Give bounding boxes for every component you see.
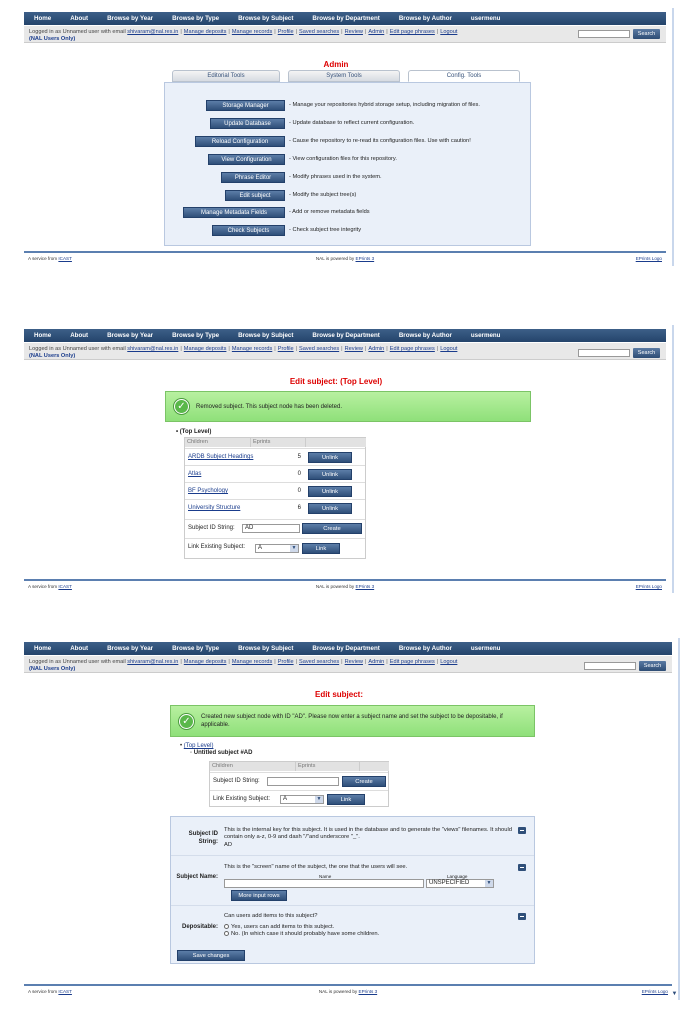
icast-link[interactable]: ICAST xyxy=(58,256,72,261)
edit-top-level-screenshot xyxy=(0,325,674,593)
tool-description: - Cause the repository to re-read its configuration files. Use with caution! xyxy=(289,138,471,144)
tool-row xyxy=(165,154,530,168)
admin-tabs xyxy=(172,70,522,82)
nav-about[interactable]: About xyxy=(70,645,89,652)
main-nav xyxy=(24,12,666,25)
reload-configuration-button[interactable]: Reload Configuration xyxy=(195,136,285,147)
tool-description: - View configuration files for this repository. xyxy=(289,156,397,162)
nav-browse-type[interactable]: Browse by Type xyxy=(172,645,220,652)
storage-manager-button[interactable]: Storage Manager xyxy=(206,100,285,111)
logout-link[interactable]: Logout xyxy=(440,29,458,35)
manage-deposits-link[interactable]: Manage deposits xyxy=(183,29,227,35)
email-link[interactable]: shivaram@nal.res.in xyxy=(127,346,179,352)
link-button[interactable]: Link xyxy=(302,543,340,554)
tool-row xyxy=(165,118,530,132)
nav-browse-year[interactable]: Browse by Year xyxy=(107,645,154,652)
nav-usermenu[interactable]: usermenu xyxy=(470,15,501,22)
manage-metadata-fields-button[interactable]: Manage Metadata Fields xyxy=(183,207,285,218)
children-table xyxy=(209,761,389,807)
nav-browse-subject[interactable]: Browse by Subject xyxy=(238,15,294,22)
tool-description: - Add or remove metadata fields xyxy=(289,209,370,215)
link-existing-row xyxy=(210,790,388,807)
depositable-yes-option[interactable]: Yes, users can add items to this subject. xyxy=(224,924,516,931)
main-nav xyxy=(24,329,666,342)
tool-row xyxy=(165,100,530,114)
link-button[interactable]: Link xyxy=(327,794,365,805)
tool-description: - Manage your repositories hybrid storage setup, including migration of files. xyxy=(289,102,480,108)
edit-phrases-link[interactable]: Edit page phrases xyxy=(389,29,435,35)
subject-edit-form xyxy=(170,816,535,964)
table-row: Atlas 0 Unlink xyxy=(185,465,365,482)
create-button[interactable]: Create xyxy=(342,776,386,787)
subject-id-row xyxy=(185,519,365,538)
save-changes-button[interactable]: Save changes xyxy=(177,950,245,961)
footer: A service from ICAST NAL is powered by EPrints 3 EPrints Logo xyxy=(24,251,666,263)
subject-name-field: Subject Name: This is the "screen" name of the subject, the one that the users will see. Name Language UNSPECIFIED ▼ More input rows xyxy=(171,856,534,906)
eprints-link[interactable]: EPrints 3 xyxy=(358,989,378,994)
profile-link[interactable]: Profile xyxy=(277,659,294,665)
subject-link[interactable]: Atlas xyxy=(188,471,202,477)
login-bar xyxy=(24,26,666,43)
success-message: ✓ Created new subject node with ID "AD". Please now enter a subject name and set the subject to be depositable, if applicable. xyxy=(170,705,535,737)
unlink-button[interactable]: Unlink xyxy=(308,486,352,497)
field-help: This is the internal key for this subject. It is used in the database and to generate the "views" filenames. It should contain only a-z, 0-9 and dash "/"and underscore "_". xyxy=(224,827,512,840)
tool-description: - Check subject tree integrity xyxy=(289,227,362,233)
create-button[interactable]: Create xyxy=(302,523,362,534)
icast-link[interactable]: ICAST xyxy=(58,584,72,589)
link-existing-label: Link Existing Subject: xyxy=(188,544,246,550)
nav-browse-year[interactable]: Browse by Year xyxy=(107,15,154,22)
review-link[interactable]: Review xyxy=(344,659,363,665)
link-existing-label: Link Existing Subject: xyxy=(213,796,271,802)
subject-id-input[interactable] xyxy=(267,777,339,786)
edit-new-subject-screenshot: Home About Browse by Year Browse by Type Browse by Subject Browse by Department Browse by Author usermenu Logged in as Unnamed user with email shivaram@nal.res.in | Manage deposits | Manage records | Profile | Saved searches | Review | Admin | Edit page phrases | Logout (NAL Users Only) Search Edit subject: ✓ Created new subject node with ID "AD". Please now enter a subject name and set the subject to be depositable, if applicable. • (Top Level) ◦ Untitled subject #AD Children Eprints Subject ID String: Create Link Existing Subject: A ▼ Link Subject ID String: This is the internal key for this subject. It is used in the database and to generate the "views" filenames. It should contain only a-z, 0-9 and dash "/"and underscore "_". AD Subject Name: This is the "screen" name of the subject, the one that the users will see. Name Language UNSPECIFIED ▼ More input rows Depositable: Can users add items to this subject? Yes, users can add items to this subject. No. (In which case it should probably have some children. Save changes A service from ICAST NAL is powered by EPrints 3 EPrints Logo ▼ xyxy=(0,638,680,1000)
update-database-button[interactable]: Update Database xyxy=(210,118,285,129)
col-eprints: Eprints xyxy=(296,762,360,771)
collapse-icon[interactable] xyxy=(518,913,526,920)
col-children: Children xyxy=(210,762,296,771)
nav-usermenu[interactable]: usermenu xyxy=(470,332,501,339)
col-eprints: Eprints xyxy=(251,438,306,447)
eprints-link[interactable]: EPrints 3 xyxy=(355,256,375,261)
login-bar xyxy=(24,656,672,673)
chevron-down-icon: ▼ xyxy=(486,880,492,886)
depositable-no-option[interactable]: No. (In which case it should probably have some children. xyxy=(224,931,516,938)
nav-browse-type[interactable]: Browse by Type xyxy=(172,15,220,22)
link-existing-row xyxy=(185,538,365,558)
admin-link[interactable]: Admin xyxy=(368,346,385,352)
admin-link[interactable]: Admin xyxy=(368,659,385,665)
check-subjects-button[interactable]: Check Subjects xyxy=(212,225,285,236)
checkmark-icon: ✓ xyxy=(174,399,189,414)
nav-browse-department[interactable]: Browse by Department xyxy=(312,332,380,339)
subject-link[interactable]: BF Psychology xyxy=(188,488,229,494)
nav-about[interactable]: About xyxy=(70,332,89,339)
field-help: This is the "screen" name of the subject, the one that the users will see. xyxy=(224,864,408,870)
logout-link[interactable]: Logout xyxy=(440,346,458,352)
search-input[interactable] xyxy=(578,349,630,357)
nav-browse-year[interactable]: Browse by Year xyxy=(107,332,154,339)
tool-row xyxy=(165,172,530,186)
nav-browse-subject[interactable]: Browse by Subject xyxy=(238,332,294,339)
name-column-header: Name xyxy=(319,874,332,879)
subject-id-label: Subject ID String: xyxy=(213,778,260,784)
subject-id-input[interactable]: AD xyxy=(242,524,300,533)
phrase-editor-button[interactable]: Phrase Editor xyxy=(221,172,285,183)
field-help: Can users add items to this subject? xyxy=(224,913,318,919)
admin-link[interactable]: Admin xyxy=(368,29,385,35)
collapse-icon[interactable] xyxy=(518,864,526,871)
nav-about[interactable]: About xyxy=(70,15,89,22)
icast-link[interactable]: ICAST xyxy=(58,989,72,994)
page-title: Edit subject: (Top Level) xyxy=(289,377,383,386)
config-tools-panel xyxy=(164,82,531,246)
login-status: Logged in as Unnamed user with email shivaram@nal.res.in | Manage deposits | Manage records | Profile | Saved searches | Review | Admin | Edit page phrases | Logout (NAL Users Only) xyxy=(29,346,458,359)
page-title: Edit subject: xyxy=(314,690,363,699)
nav-home[interactable]: Home xyxy=(34,15,52,22)
tree-root-link[interactable]: (Top Level) xyxy=(183,743,214,749)
collapse-icon[interactable] xyxy=(518,827,526,834)
edit-phrases-link[interactable]: Edit page phrases xyxy=(389,659,435,665)
depositable-field: Depositable: Can users add items to this subject? Yes, users can add items to this subject. No. (In which case it should probably have some children. xyxy=(171,906,534,948)
manage-records-link[interactable]: Manage records xyxy=(231,659,273,665)
unlink-button[interactable]: Unlink xyxy=(308,469,352,480)
children-table xyxy=(184,437,366,559)
tool-row xyxy=(165,225,530,239)
nav-home[interactable]: Home xyxy=(34,645,52,652)
search-button[interactable]: Search xyxy=(633,348,660,358)
email-link[interactable]: shivaram@nal.res.in xyxy=(127,29,179,35)
review-link[interactable]: Review xyxy=(344,346,363,352)
saved-searches-link[interactable]: Saved searches xyxy=(299,29,340,35)
search-input[interactable] xyxy=(584,662,636,670)
success-message: ✓ Removed subject. This subject node has been deleted. xyxy=(165,391,531,422)
eprints-logo-link[interactable]: EPrints Logo xyxy=(635,584,662,589)
nav-browse-author[interactable]: Browse by Author xyxy=(398,15,452,22)
tab-system-tools[interactable]: System Tools xyxy=(288,70,400,82)
manage-records-link[interactable]: Manage records xyxy=(231,29,273,35)
link-existing-select[interactable]: A ▼ xyxy=(280,795,324,804)
unlink-button[interactable]: Unlink xyxy=(308,452,352,463)
tab-editorial-tools[interactable]: Editorial Tools xyxy=(172,70,280,82)
radio-icon[interactable] xyxy=(224,931,229,936)
more-input-rows-button[interactable]: More input rows xyxy=(231,890,287,901)
tool-description: - Update database to reflect current configuration. xyxy=(289,120,415,126)
language-column-header: Language xyxy=(447,874,468,879)
view-configuration-button[interactable]: View Configuration xyxy=(208,154,285,165)
scroll-down-icon[interactable]: ▼ xyxy=(671,991,678,997)
chevron-down-icon: ▼ xyxy=(316,796,322,802)
tree-root: • (Top Level) xyxy=(176,429,212,435)
manage-deposits-link[interactable]: Manage deposits xyxy=(183,659,227,665)
edit-subject-button[interactable]: Edit subject xyxy=(225,190,285,201)
nav-browse-subject[interactable]: Browse by Subject xyxy=(238,645,294,652)
saved-searches-link[interactable]: Saved searches xyxy=(299,659,340,665)
subject-id-value: AD xyxy=(224,842,233,848)
checkmark-icon: ✓ xyxy=(179,714,194,729)
chevron-down-icon: ▼ xyxy=(291,545,297,551)
footer: A service from ICAST NAL is powered by EPrints 3 EPrints Logo xyxy=(24,984,672,996)
logout-link[interactable]: Logout xyxy=(440,659,458,665)
link-existing-select[interactable]: A ▼ xyxy=(255,544,299,553)
col-children: Children xyxy=(185,438,251,447)
nav-home[interactable]: Home xyxy=(34,332,52,339)
language-select[interactable]: UNSPECIFIED ▼ xyxy=(426,879,494,888)
table-row: BF Psychology 0 Unlink xyxy=(185,482,365,499)
profile-link[interactable]: Profile xyxy=(277,29,294,35)
login-bar xyxy=(24,343,666,360)
radio-icon[interactable] xyxy=(224,924,229,929)
table-row: ARDB Subject Headings 5 Unlink xyxy=(185,448,365,465)
edit-phrases-link[interactable]: Edit page phrases xyxy=(389,346,435,352)
subject-link[interactable]: University Structure xyxy=(188,505,241,511)
login-status: Logged in as Unnamed user with email shivaram@nal.res.in | Manage deposits | Manage records | Profile | Saved searches | Review | Admin | Edit page phrases | Logout (NAL Users Only) xyxy=(29,659,458,672)
search-button[interactable]: Search xyxy=(633,29,660,39)
page-title: Admin xyxy=(323,60,349,69)
subject-id-field: Subject ID String: This is the internal key for this subject. It is used in the database and to generate the "views" filenames. It should contain only a-z, 0-9 and dash "/"and underscore "_". AD xyxy=(171,817,534,856)
nav-browse-department[interactable]: Browse by Department xyxy=(312,645,380,652)
nav-usermenu[interactable]: usermenu xyxy=(470,645,501,652)
tool-description: - Modify the subject tree(s) xyxy=(289,192,357,198)
tool-row xyxy=(165,190,530,204)
search-button[interactable]: Search xyxy=(639,661,666,671)
main-nav xyxy=(24,642,672,655)
tool-description: - Modify phrases used in the system. xyxy=(289,174,382,180)
nal-users-label: (NAL Users Only) xyxy=(29,35,76,42)
admin-screenshot xyxy=(0,8,674,266)
profile-link[interactable]: Profile xyxy=(277,346,294,352)
tab-config-tools[interactable]: Config. Tools xyxy=(408,70,520,82)
nav-browse-department[interactable]: Browse by Department xyxy=(312,15,380,22)
nav-browse-type[interactable]: Browse by Type xyxy=(172,332,220,339)
subject-id-label: Subject ID String: xyxy=(188,525,235,531)
nal-users-label: (NAL Users Only) xyxy=(29,665,76,672)
email-link[interactable]: shivaram@nal.res.in xyxy=(127,659,179,665)
tree-child: ◦ Untitled subject #AD xyxy=(190,750,253,756)
nav-browse-author[interactable]: Browse by Author xyxy=(398,332,452,339)
eprints-link[interactable]: EPrints 3 xyxy=(355,584,375,589)
subject-id-row xyxy=(210,772,388,790)
nav-browse-author[interactable]: Browse by Author xyxy=(398,645,452,652)
subject-link[interactable]: ARDB Subject Headings xyxy=(188,454,254,460)
eprints-logo-link[interactable]: EPrints Logo xyxy=(641,989,668,994)
search-input[interactable] xyxy=(578,30,630,38)
nal-users-label: (NAL Users Only) xyxy=(29,352,76,359)
footer: A service from ICAST NAL is powered by EPrints 3 EPrints Logo xyxy=(24,579,666,591)
manage-deposits-link[interactable]: Manage deposits xyxy=(183,346,227,352)
tool-row xyxy=(165,136,530,150)
table-row: University Structure 6 Unlink xyxy=(185,499,365,516)
manage-records-link[interactable]: Manage records xyxy=(231,346,273,352)
saved-searches-link[interactable]: Saved searches xyxy=(299,346,340,352)
unlink-button[interactable]: Unlink xyxy=(308,503,352,514)
review-link[interactable]: Review xyxy=(344,29,363,35)
tool-row xyxy=(165,207,530,221)
subject-name-input[interactable] xyxy=(224,879,424,888)
login-status: Logged in as Unnamed user with email shivaram@nal.res.in | Manage deposits | Manage records | Profile | Saved searches | Review | Admin | Edit page phrases | Logout (NAL Users Only) xyxy=(29,29,458,42)
eprints-logo-link[interactable]: EPrints Logo xyxy=(635,256,662,261)
